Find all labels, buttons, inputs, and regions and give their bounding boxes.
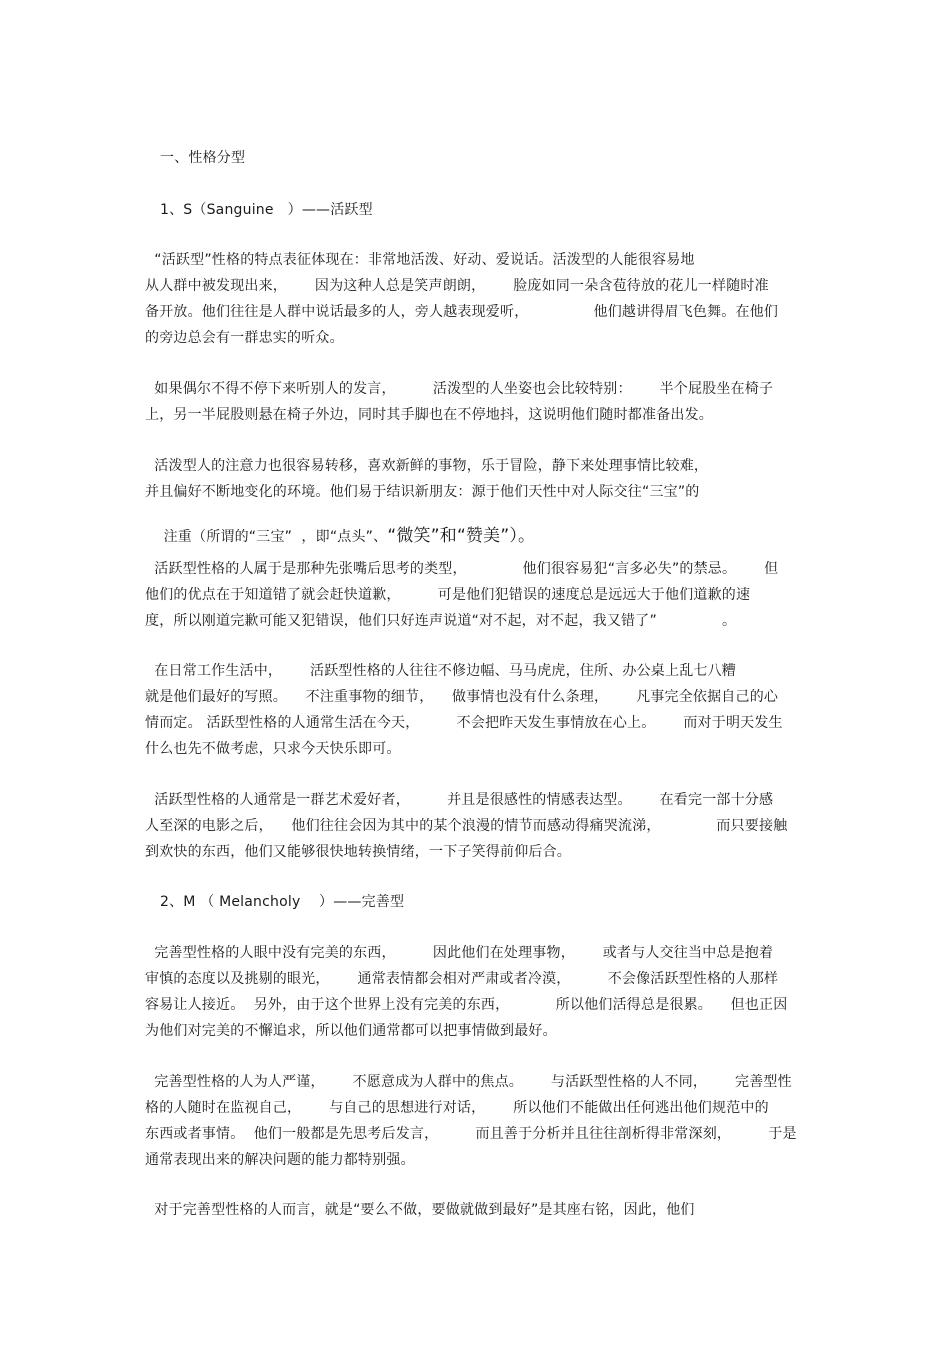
paragraph-line: 从人群中被发现出来， 因为这种人总是笑声朗朗， 脸庞如同一朵含苞待放的花儿一样随时准 xyxy=(145,278,769,294)
paragraph-line: 如果偶尔不得不停下来听别人的发言， 活泼型的人坐姿也会比较特别： 半个屁股坐在椅子 xyxy=(145,381,774,397)
paragraph-line: 完善型性格的人眼中没有完美的东西， 因此他们在处理事物， 或者与人交往当中总是抱着 xyxy=(145,945,774,961)
paragraph-line: 完善型性格的人为人严谨， 不愿意成为人群中的焦点。 与活跃型性格的人不同， 完善型性 xyxy=(145,1074,792,1090)
paragraph-line: 对于完善型性格的人而言，就是“要么不做，要做就做到最好”是其座右铭，因此，他们 xyxy=(145,1202,695,1218)
paragraph-line: 的旁边总会有一群忠实的听众。 xyxy=(145,330,344,346)
paragraph-line: 活跃型性格的人属于是那种先张嘴后思考的类型， 他们很容易犯“言多必失”的禁忌。 但 xyxy=(145,561,779,577)
paragraph-line: 情而定。 活跃型性格的人通常生活在今天， 不会把昨天发生事情放在心上。 而对于明天发生 xyxy=(145,715,783,731)
paragraph-line: 备开放。他们往往是人群中说话最多的人，旁人越表现爱听， 他们越讲得眉飞色舞。在他们 xyxy=(145,304,779,320)
section-title-melancholy: 2、M （ Melancholy ）——完善型 xyxy=(160,894,405,910)
paragraph-line: “活跃型”性格的特点表征体现在：非常地活泼、好动、爱说话。活泼型的人能很容易地 xyxy=(145,252,695,268)
paragraph-line: 度，所以刚道完歉可能又犯错误，他们只好连声说道“对不起，对不起，我又错了” 。 xyxy=(145,613,737,629)
paragraph-line: 格的人随时在监视自己， 与自己的思想进行对话， 所以他们不能做出任何逃出他们规范中的 xyxy=(145,1100,769,1116)
paragraph-line: 活跃型性格的人通常是一群艺术爱好者， 并且是很感性的情感表达型。 在看完一部十分感 xyxy=(145,792,774,808)
document-heading: 一、性格分型 xyxy=(160,150,246,166)
paragraph-line: 在日常工作生活中， 活跃型性格的人往往不修边幅、马马虎虎，住所、办公桌上乱七八糟 xyxy=(145,663,736,679)
paragraph-line: 通常表现出来的解决问题的能力都特别强。 xyxy=(145,1152,415,1168)
paragraph-line: 活泼型人的注意力也很容易转移，喜欢新鲜的事物，乐于冒险，静下来处理事情比较难， xyxy=(145,458,709,474)
paragraph-line: 为他们对完美的不懈追求，所以他们通常都可以把事情做到最好。 xyxy=(145,1023,557,1039)
section-title-sanguine: 1、S（Sanguine ）——活跃型 xyxy=(160,202,373,218)
paragraph-line: 就是他们最好的写照。 不注重事物的细节， 做事情也没有什么条理， 凡事完全依据自己的心 xyxy=(145,689,779,705)
paragraph-text: 注重（所谓的“三宝” ，即“点头”、 xyxy=(163,529,388,545)
paragraph-line-mixed xyxy=(145,509,535,564)
paragraph-line: 上，另一半屁股则悬在椅子外边，同时其手脚也在不停地抖，这说明他们随时都准备出发。 xyxy=(145,407,713,423)
paragraph-line: 什么也先不做考虑，只求今天快乐即可。 xyxy=(145,741,401,757)
paragraph-line: 他们的优点在于知道错了就会赶快道歉， 可是他们犯错误的速度总是远远大于他们道歉的速 xyxy=(145,587,751,603)
paragraph-line: 并且偏好不断地变化的环境。他们易于结识新朋友：源于他们天性中对人际交往“三宝”的 xyxy=(145,484,700,500)
paragraph-text-large: “微笑”和“赞美”）。 xyxy=(387,526,536,546)
paragraph-line: 到欢快的东西，他们又能够很快地转换情绪，一下子笑得前仰后合。 xyxy=(145,844,571,860)
paragraph-line: 人至深的电影之后， 他们往往会因为其中的某个浪漫的情节而感动得痛哭流涕， 而只要接触 xyxy=(145,818,788,834)
paragraph-line: 容易让人接近。 另外，由于这个世界上没有完美的东西， 所以他们活得总是很累。 但也正因 xyxy=(145,997,788,1013)
paragraph-line: 审慎的态度以及挑剔的眼光， 通常表情都会相对严肃或者冷漠， 不会像活跃型性格的人那样 xyxy=(145,971,779,987)
paragraph-line: 东西或者事情。 他们一般都是先思考后发言， 而且善于分析并且往往剖析得非常深刻， 于是 xyxy=(145,1126,797,1142)
